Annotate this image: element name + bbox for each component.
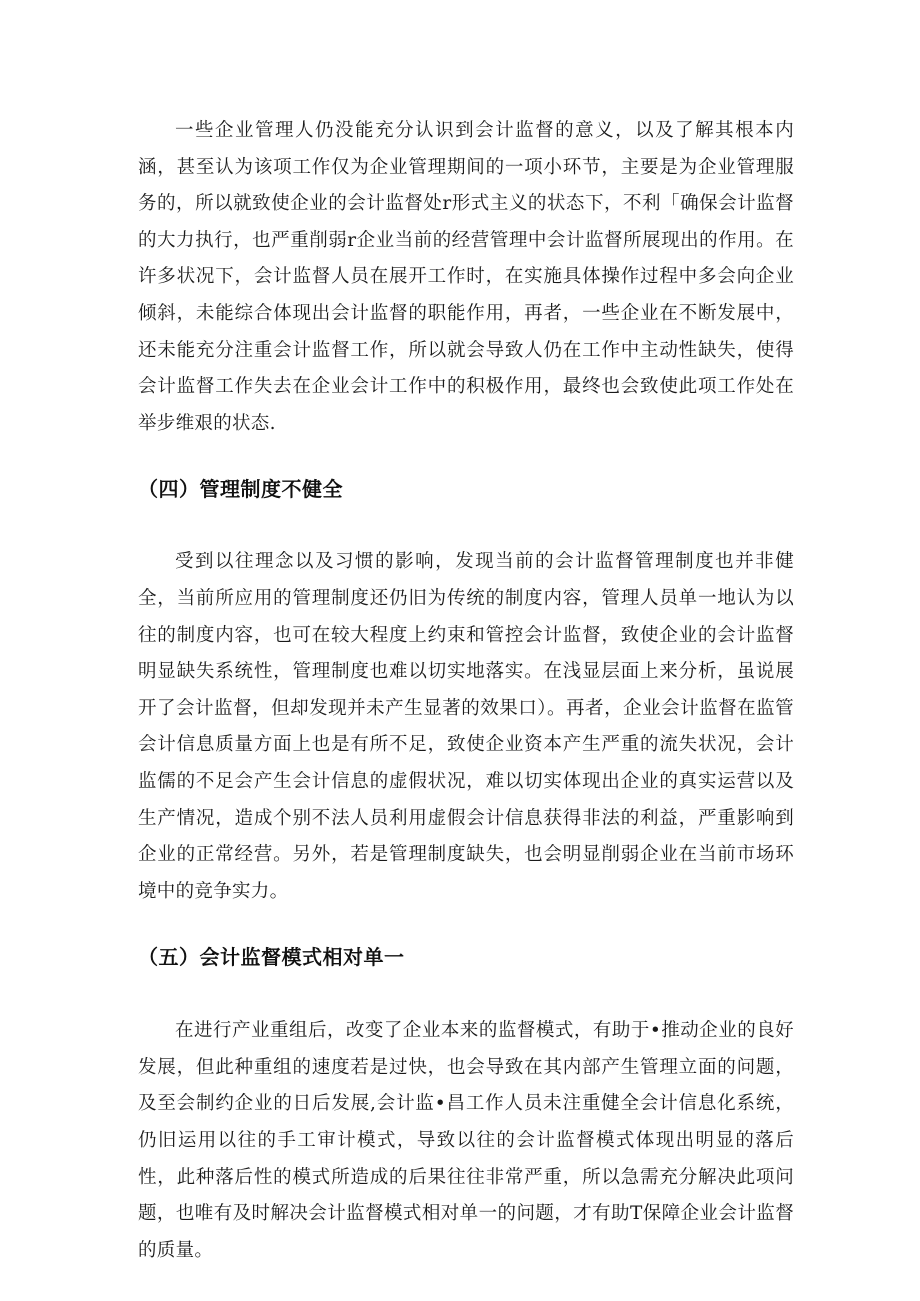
section-heading: （五）会计监督模式相对单一 [138,945,405,970]
body-paragraph: 一些企业管理人仍没能充分认识到会计监督的意义，以及了解其根本内涵，甚至认为该项工作仅为企业管理期间的一项小环节，主要是为企业管理服务的，所以就致使企业的会计监督处r形式主义的状态下，不利「确保会计监督的大力执行，也严重削弱r企业当前的经营管理中会计监督所展现出的作用。在许多状况下，会计监督人员在展开工作时，在实施具体操作过程中多会向企业倾斜，未能综合体现出会计监督的职能作用，再者，一些企业在不断发展中，还未能充分注重会计监督工作，所以就会导致人仍在工作中主动性缺失，使得会计监督工作失去在企业会计工作中的积极作用，最终也会致使此项工作处在举步维艰的状态. [138,120,794,434]
body-paragraph: 受到以往理念以及习惯的影响，发现当前的会计监督管理制度也并非健全，当前所应用的管理制度还仍旧为传统的制度内容，管理人员单一地认为以往的制度内容，也可在较大程度上约束和管控会计监督，致使企业的会计监督明显缺失系统性，管理制度也难以切实地落实。在浅显层面上来分析，虽说展开了会计监督，但却发现并未产生显著的效果口）。再者，企业会计监督在监管会计信息质量方面上也是有所不足，致使企业资本产生严重的流失状况，会计监儒的不足会产生会计信息的虚假状况，难以切实体现出企业的真实运营以及生产情况，造成个别不法人员利用虚假会计信息获得非法的利益，严重影响到企业的正常经营。另外，若是管理制度缺失，也会明显削弱企业在当前市场环境中的竞争实力。 [138,551,794,902]
document-page [138,113,794,1269]
section-heading: （四）管理制度不健全 [138,477,343,502]
body-paragraph: 在进行产业重组后，改变了企业本来的监督模式，有助于•推动企业的良好发展，但此种重组的速度若是过快，也会导致在其内部产生管理立面的问题，及至会制约企业的日后发展,会计监•昌工作人员未注重健全会计信息化系统，仍旧运用以往的手工审计模式，导致以往的会计监督模式体现出明显的落后性，此种落后性的模式所造成的后果往往非常严重，所以急需充分解决此项问题，也唯有及时解决会计监督模式相对单一的问题，才有助T保障企业会计监督的质量。 [138,1020,794,1261]
